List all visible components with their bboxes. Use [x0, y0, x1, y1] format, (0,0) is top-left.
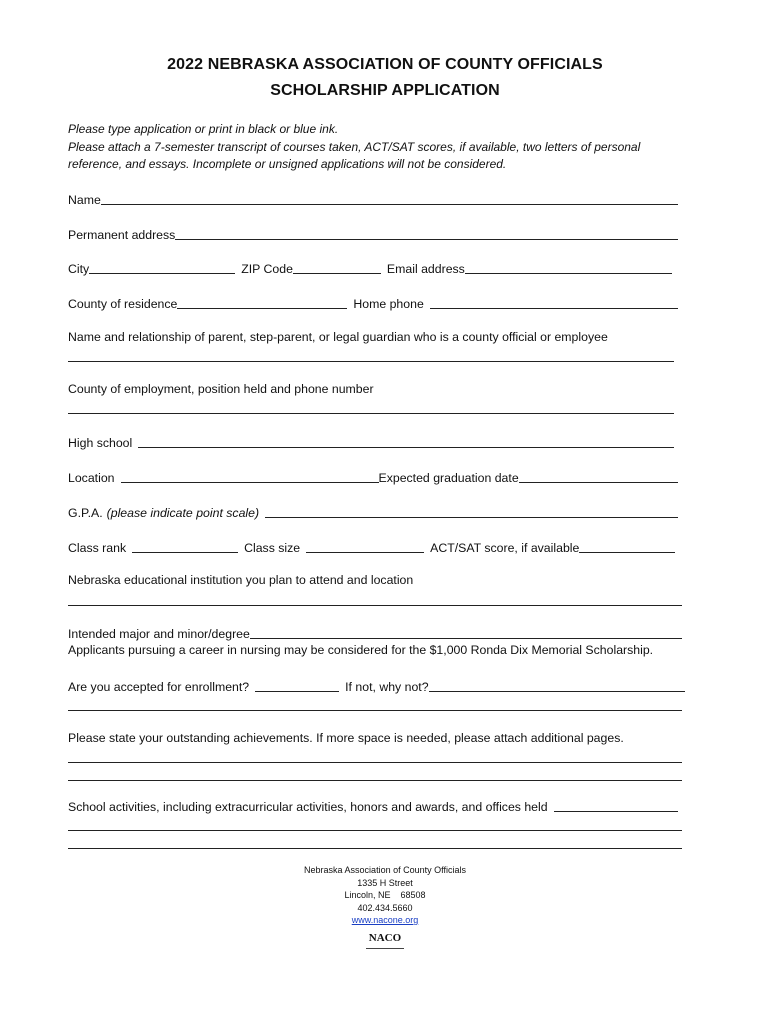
- location-label: Location: [68, 471, 115, 485]
- footer: [0, 864, 770, 927]
- instructions: [68, 121, 688, 174]
- major-row: [68, 625, 682, 641]
- city-zip-email-row: [68, 260, 672, 276]
- graduation-date-label: Expected graduation date: [378, 471, 519, 485]
- class-size-label: Class size: [244, 541, 301, 555]
- county-residence-label: County of residence: [68, 297, 178, 311]
- act-sat-label: ACT/SAT score, if available: [430, 541, 580, 555]
- activities-label: School activities, including extracurricular activities, honors and awards, and offices held: [68, 800, 548, 814]
- rank-size-act-row: [68, 539, 675, 555]
- gpa-field[interactable]: [265, 505, 678, 518]
- activities-field-line[interactable]: [68, 830, 682, 831]
- accepted-row: [68, 678, 685, 694]
- if-not-label: If not, why not?: [345, 680, 429, 694]
- graduation-date-field[interactable]: [519, 470, 678, 483]
- county-residence-field[interactable]: [177, 296, 347, 309]
- activities-field[interactable]: [554, 799, 678, 812]
- city-field[interactable]: [89, 261, 235, 274]
- nursing-note: Applicants pursuing a career in nursing may be considered for the $1,000 Ronda Dix Memorial Scholarship.: [68, 643, 654, 657]
- city-label: City: [68, 262, 90, 276]
- home-phone-label: Home phone: [353, 297, 424, 311]
- name-field[interactable]: [101, 192, 678, 205]
- address-label: Permanent address: [68, 228, 176, 242]
- class-rank-field[interactable]: [132, 540, 238, 553]
- zip-label: ZIP Code: [241, 262, 293, 276]
- gpa-label: G.P.A.: [68, 506, 103, 520]
- form-subtitle: SCHOLARSHIP APPLICATION: [270, 82, 500, 99]
- gpa-row: [68, 504, 678, 520]
- major-label: Intended major and minor/degree: [68, 627, 250, 641]
- institution-field[interactable]: [68, 605, 682, 606]
- email-label: Email address: [386, 262, 465, 276]
- address-row: [68, 226, 678, 242]
- accepted-label: Are you accepted for enrollment?: [68, 680, 250, 694]
- class-rank-label: Class rank: [68, 541, 127, 555]
- email-field[interactable]: [465, 261, 672, 274]
- footer-street: 1335 H Street: [357, 877, 413, 888]
- footer-phone: 402.434.5660: [357, 902, 413, 913]
- county-employment-field[interactable]: [68, 413, 674, 414]
- class-size-field[interactable]: [306, 540, 424, 553]
- zip-field[interactable]: [293, 261, 381, 274]
- instruction-line: Please type application or print in black or blue ink.: [68, 122, 339, 136]
- accepted-field[interactable]: [255, 679, 339, 692]
- activities-field-line[interactable]: [68, 848, 682, 849]
- footer-city: Lincoln, NE 68508: [344, 890, 426, 900]
- county-phone-row: [68, 295, 678, 311]
- name-label: Name: [68, 193, 101, 207]
- high-school-field[interactable]: [138, 435, 674, 448]
- footer-website-link[interactable]: www.nacone.org: [351, 915, 419, 925]
- parent-relationship-field[interactable]: [68, 361, 674, 362]
- high-school-row: [68, 434, 674, 450]
- county-employment-label: County of employment, position held and phone number: [68, 382, 374, 396]
- parent-relationship-label: Name and relationship of parent, step-parent, or legal guardian who is a county official or employee: [68, 330, 608, 344]
- act-sat-field[interactable]: [579, 540, 675, 553]
- form-title: 2022 NEBRASKA ASSOCIATION OF COUNTY OFFICIALS: [167, 56, 603, 73]
- location-graduation-row: [68, 469, 678, 485]
- footer-org: Nebraska Association of County Officials: [304, 865, 466, 875]
- if-not-field-continued[interactable]: [68, 710, 682, 711]
- major-field[interactable]: [250, 626, 682, 639]
- instruction-line: reference, and essays. Incomplete or unsigned applications will not be considered.: [68, 157, 507, 171]
- address-field[interactable]: [175, 227, 678, 240]
- if-not-field[interactable]: [429, 679, 685, 692]
- naco-logo: NACO: [366, 932, 404, 949]
- achievements-field-line[interactable]: [68, 762, 682, 763]
- instruction-line: Please attach a 7-semester transcript of courses taken, ACT/SAT scores, if available, two letters of personal: [68, 139, 641, 154]
- home-phone-field[interactable]: [430, 296, 678, 309]
- activities-row: [68, 798, 678, 814]
- location-field[interactable]: [121, 470, 379, 483]
- achievements-field-line[interactable]: [68, 780, 682, 781]
- high-school-label: High school: [68, 436, 133, 450]
- name-row: [68, 191, 678, 207]
- achievements-label: Please state your outstanding achievements. If more space is needed, please attach additional pages.: [68, 731, 624, 745]
- gpa-note: (please indicate point scale): [106, 506, 260, 520]
- institution-label: Nebraska educational institution you plan to attend and location: [68, 573, 414, 587]
